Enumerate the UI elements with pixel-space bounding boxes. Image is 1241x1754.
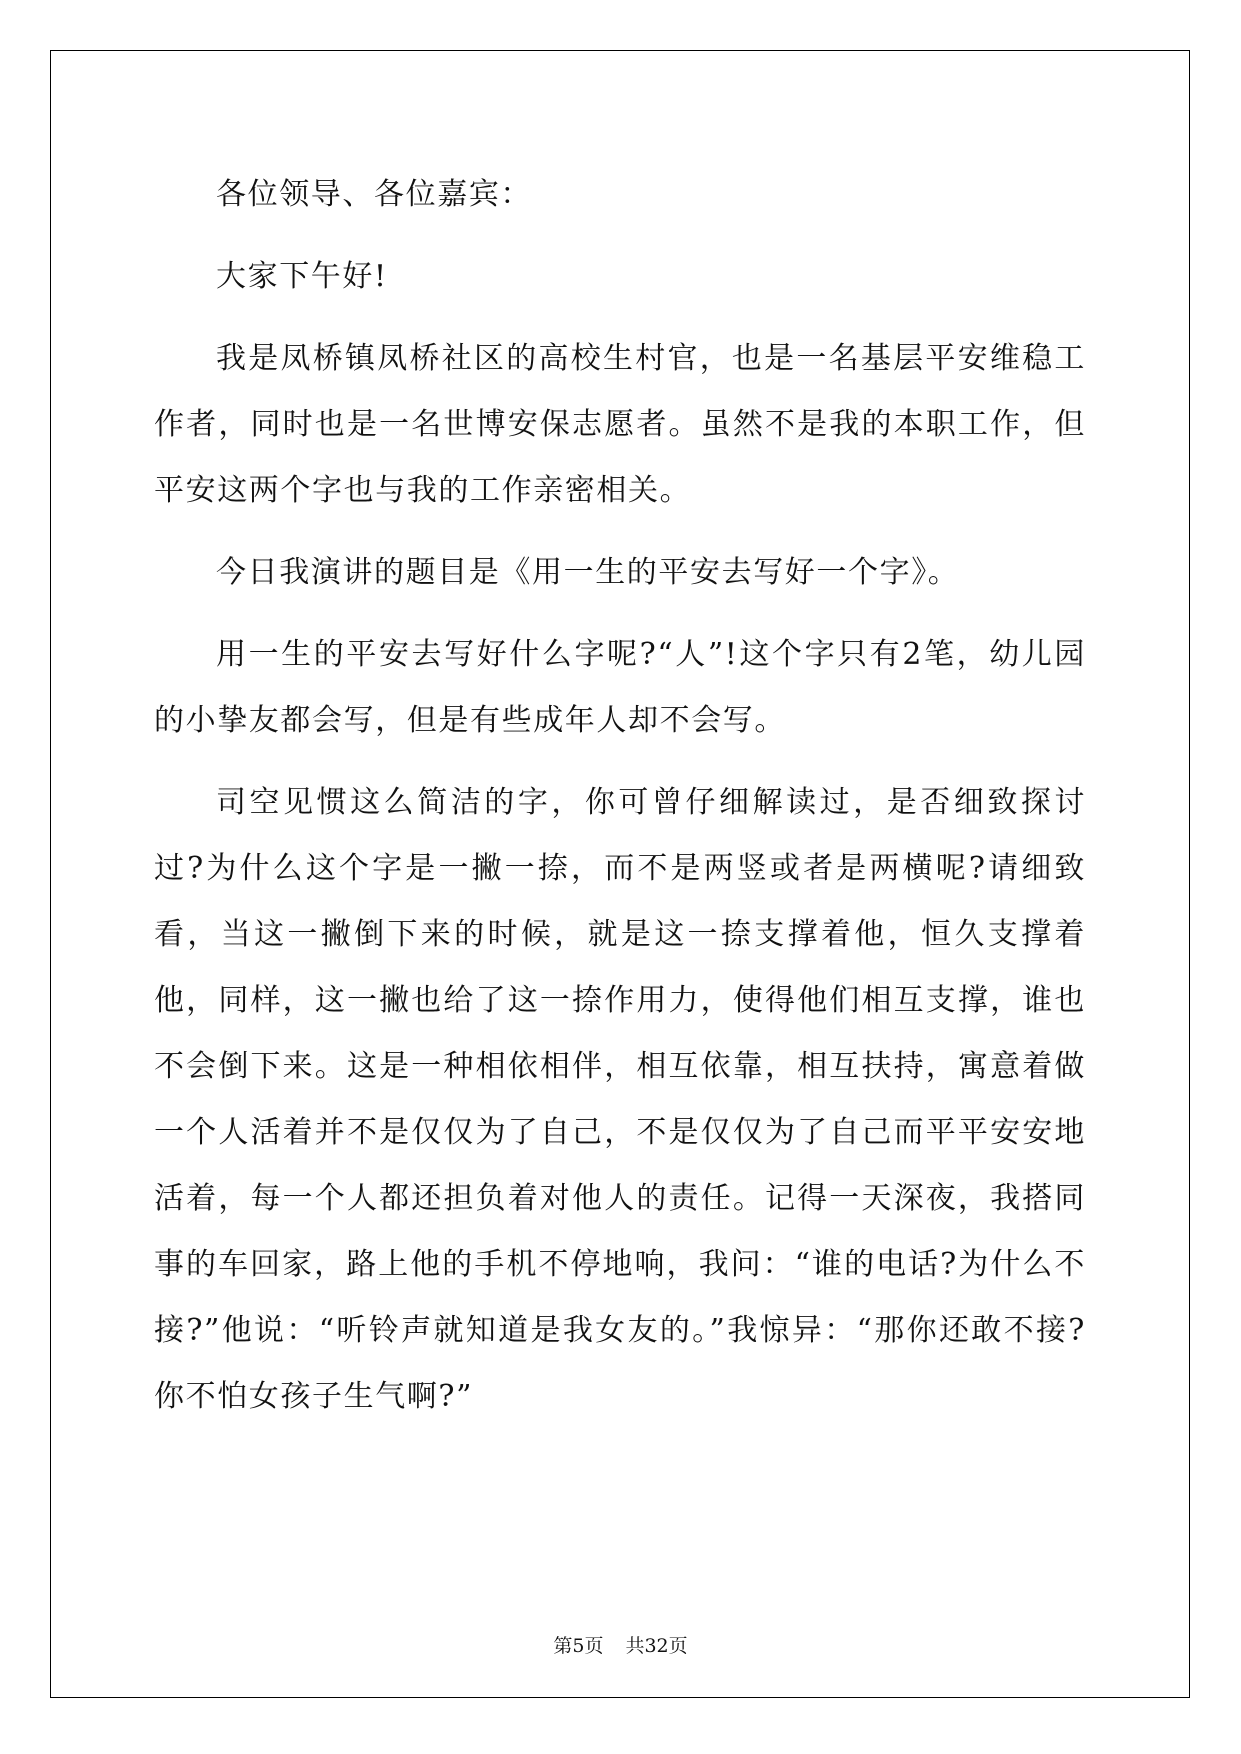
paragraph-speech-title: 今日我演讲的题目是《用一生的平安去写好一个字》。 bbox=[216, 555, 960, 590]
paragraph-explanation: 司空见惯这么简洁的字，你可曾仔细解读过，是否细致探讨过?为什么这个字是一撇一捺，而不是两竖或者是两横呢?请细致看，当这一撇倒下来的时候，就是这一捺支撑着他，恒久支撑着他，同样，这一撇也给了这一捺作用力，使得他们相互支撑，谁也不会倒下来。这是一种相依相伴，相互依靠，相互扶持，寓意着做一个人活着并不是仅仅为了自己，不是仅仅为了自己而平平安安地活着，每一个人都还担负着对他人的责任。记得一天深夜，我搭同事的车回家，路上他的手机不停地响，我问：“谁的电话?为什么不接?”他说：“听铃声就知道是我女友的。”我惊异：“那你还敢不接?你不怕女孩子生气啊?” bbox=[154, 785, 1086, 1414]
paragraph-character-ren: 用一生的平安去写好什么字呢?“人”!这个字只有2笔，幼儿园的小挚友都会写，但是有些成年人却不会写。 bbox=[154, 637, 1086, 738]
paragraph-greeting: 大家下午好! bbox=[216, 259, 388, 294]
document-body bbox=[154, 162, 1086, 1446]
paragraph-salutation: 各位领导、各位嘉宾： bbox=[216, 177, 532, 212]
page-footer bbox=[0, 1634, 1241, 1658]
page-number-total: 共32页 bbox=[625, 1635, 688, 1657]
paragraph-introduction: 我是凤桥镇凤桥社区的高校生村官，也是一名基层平安维稳工作者，同时也是一名世博安保志愿者。虽然不是我的本职工作，但平安这两个字也与我的工作亲密相关。 bbox=[154, 341, 1086, 508]
page-number-current: 第5页 bbox=[553, 1635, 604, 1657]
